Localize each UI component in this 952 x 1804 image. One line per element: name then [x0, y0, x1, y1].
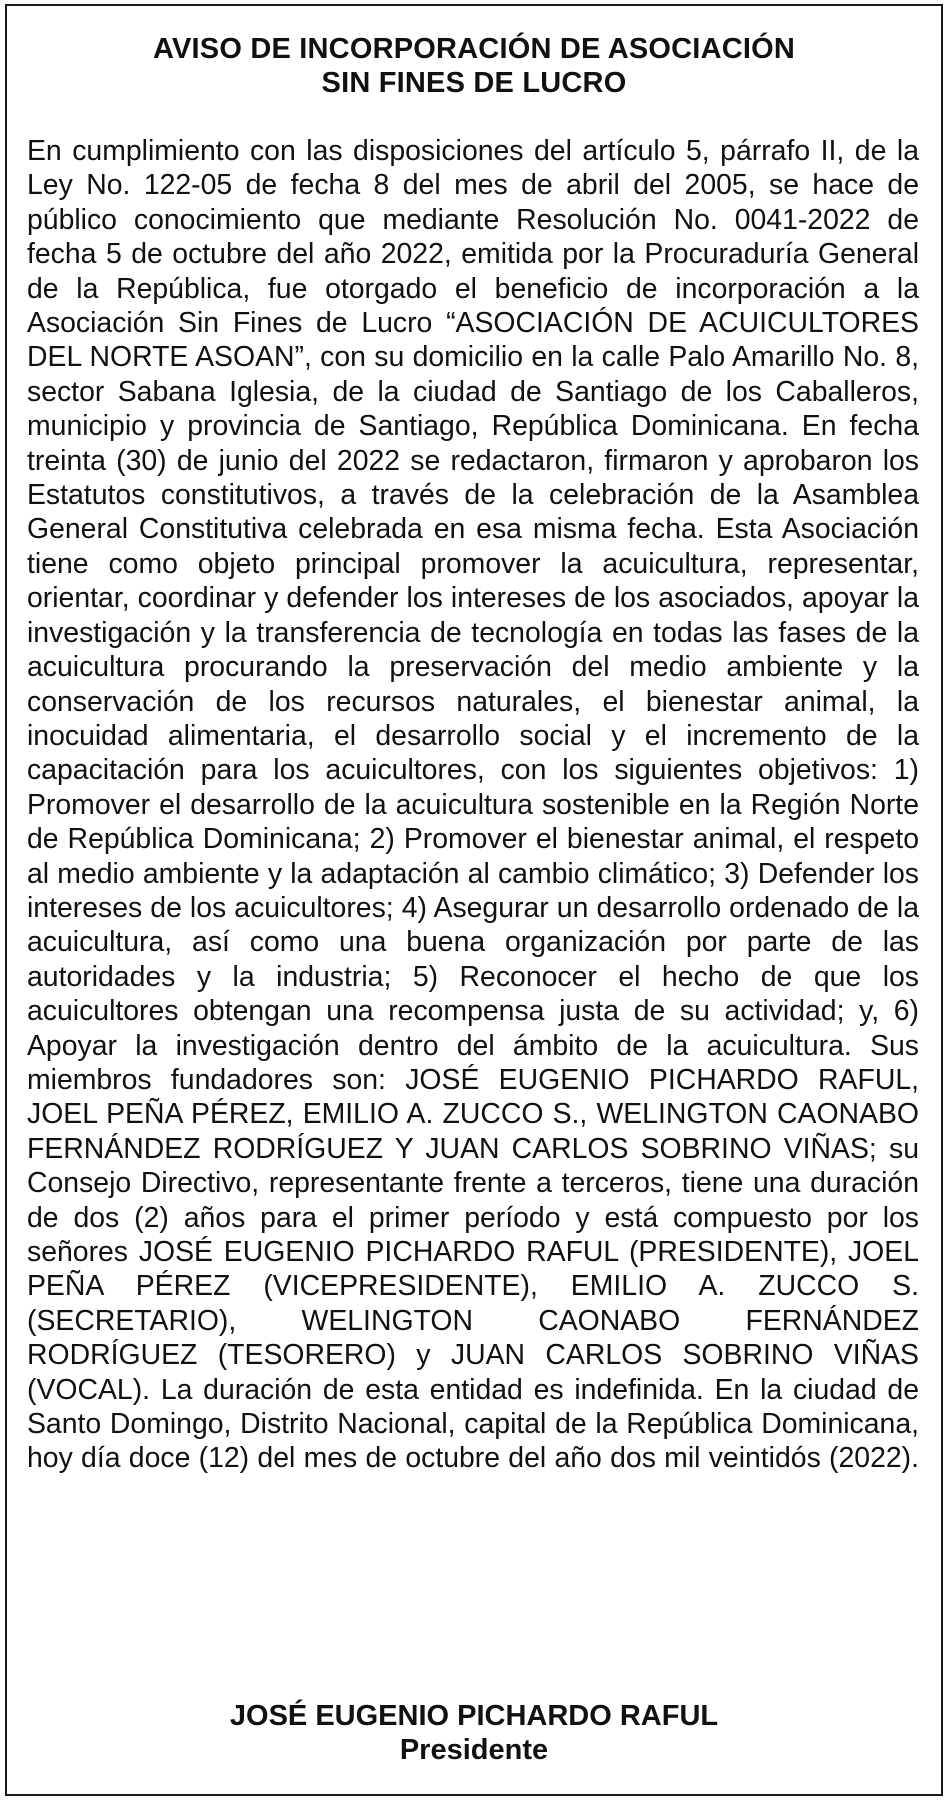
notice-body: En cumplimiento con las disposiciones del artículo 5, párrafo II, de la Ley No. 122-05 de fecha 8 del mes de abril del 2005, se hace de público conocimiento que mediante Resolución No. 0041-2022 de fecha 5 de octubre del año 2022, emitida por la Procuraduría General de la República, fue otorgado el beneficio de incorporación a la Asociación Sin Fines de Lucro “ASOCIACIÓN DE ACUICULTORES DEL NORTE ASOAN”, con su domicilio en la calle Palo Amarillo No. 8, sector Sabana Iglesia, de la ciudad de Santiago de los Caballeros, municipio y provincia de Santiago, República Dominicana. En fecha treinta (30) de junio del 2022 se redactaron, firmaron y aprobaron los Estatutos constitutivos, a través de la celebración de la Asamblea General Constitutiva celebrada en esa misma fecha. Esta Asociación tiene como objeto principal promover la acuicultura, representar, orientar, coordinar y defender los intereses de los asociados, apoyar la investigación y la transferencia de tecnología en todas las fases de la acuicultura procurando la preservación del medio ambiente y la conservación de los recursos naturales, el bienestar animal, la inocuidad alimentaria, el desarrollo social y el incremento de la capacitación para los acuicultores, con los siguientes objetivos: 1) Promover el desarrollo de la acuicultura sostenible en la Región Norte de República Dominicana; 2) Promover el bienestar animal, el respeto al medio ambiente y la adaptación al cambio climático; 3) Defender los intereses de los acuicultores; 4) Asegurar un desarrollo ordenado de la acuicultura, así como una buena organización por parte de las autoridades y la industria; 5) Reconocer el hecho de que los acuicultores obtengan una recompensa justa de su actividad; y, 6) Apoyar la investigación dentro del ámbito de la acuicultura. Sus miembros fundadores son: JOSÉ EUGENIO PICHARDO RAFUL, JOEL PEÑA PÉREZ, EMILIO A. ZUCCO S., WELINGTON CAONABO FERNÁNDEZ RODRÍGUEZ Y JUAN CARLOS SOBRINO VIÑAS; su Consejo Directivo, representante frente a terceros, tiene una duración de dos (2) años para el primer período y está compuesto por los señores JOSÉ EUGENIO PICHARDO RAFUL (PRESIDENTE), JOEL PEÑA PÉREZ (VICEPRESIDENTE), EMILIO A. ZUCCO S. (SECRETARIO), WELINGTON CAONABO FERNÁNDEZ RODRÍGUEZ (TESORERO) y JUAN CARLOS SOBRINO VIÑAS (VOCAL). La duración de esta entidad es indefinida. En la ciudad de Santo Domingo, Distrito Nacional, capital de la República Dominicana, hoy día doce (12) del mes de octubre del año dos mil veintidós (2022).	[27, 135, 919, 1475]
legal-notice	[5, 4, 943, 1796]
signatory-role: Presidente	[399, 1734, 549, 1766]
signature-block	[7, 1699, 941, 1767]
notice-title-line-1: AVISO DE INCORPORACIÓN DE ASOCIACIÓN	[152, 33, 796, 65]
signatory-name: JOSÉ EUGENIO PICHARDO RAFUL	[229, 1700, 719, 1732]
notice-title	[47, 32, 901, 100]
notice-title-line-2: SIN FINES DE LUCRO	[321, 67, 627, 99]
